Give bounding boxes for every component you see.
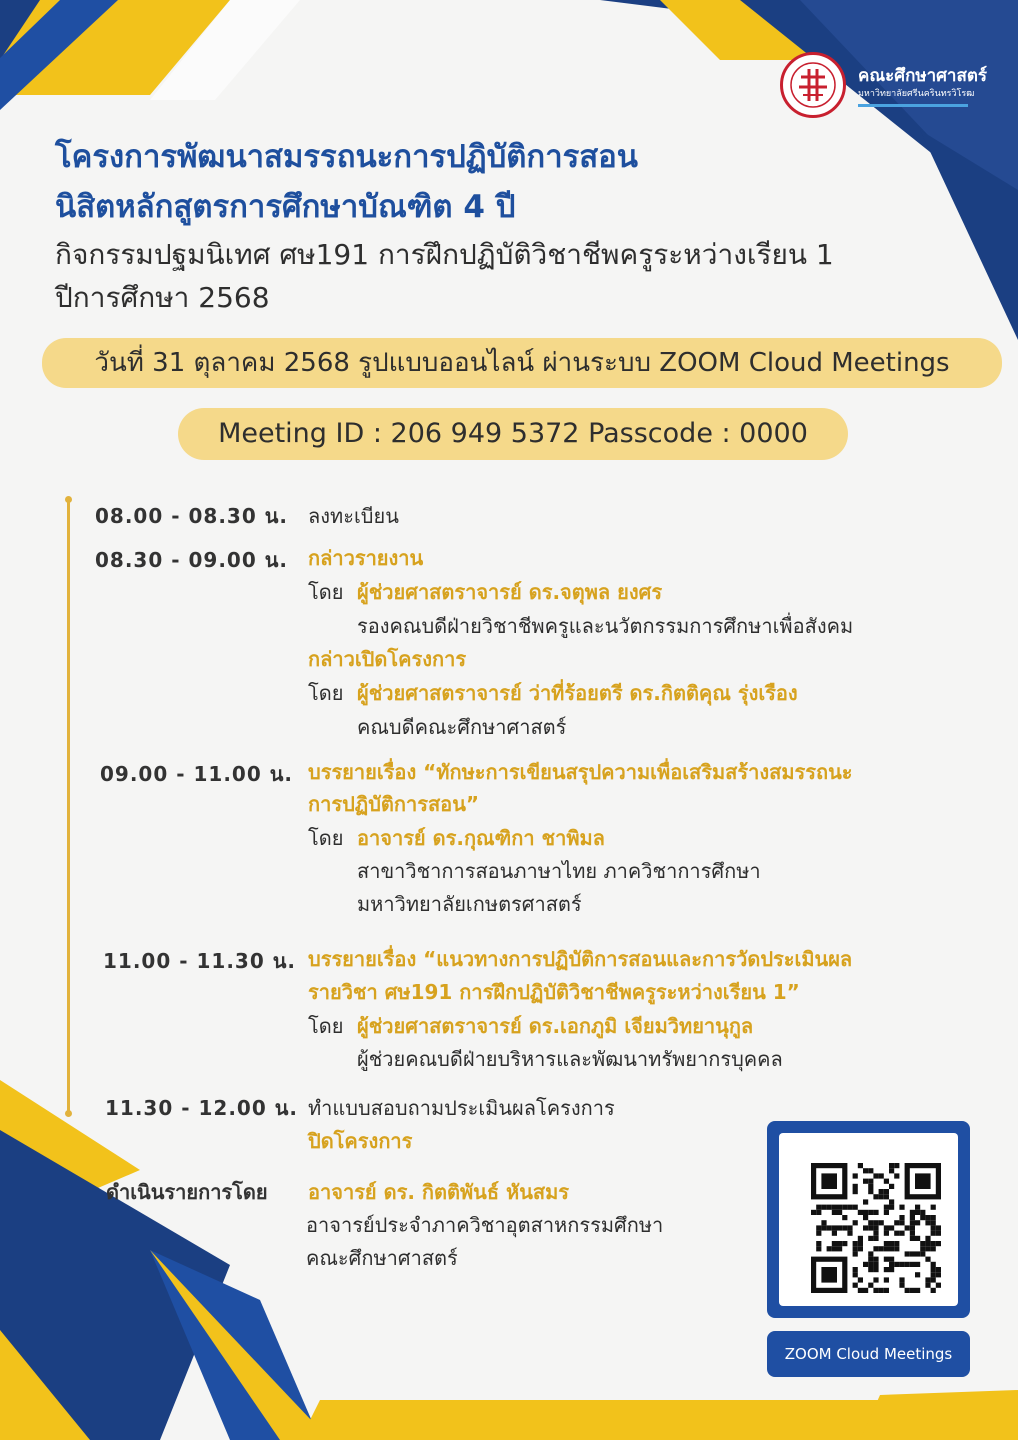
- subtitle-line-1: กิจกรรมปฐมนิเทศ ศษ191 การฝึกปฏิบัติวิชาชีพครูระหว่างเรียน 1: [55, 238, 834, 271]
- title-line-2: นิสิตหลักสูตรการศึกษาบัณฑิต 4 ปี: [55, 189, 516, 225]
- speaker-name: อาจารย์ ดร.กุณฑิกา ชาพิมล: [357, 826, 605, 850]
- speaker-role: รองคณบดีฝ่ายวิชาชีพครูและนวัตกรรมการศึกษาเพื่อสังคม: [357, 614, 854, 638]
- logo-underline: [858, 104, 968, 107]
- schedule-time-5: 11.30 - 12.00 น.: [105, 1096, 298, 1120]
- host-label: ดำเนินรายการโดย: [106, 1180, 268, 1204]
- speaker-name: ผู้ช่วยศาสตราจารย์ ว่าที่ร้อยตรี ดร.กิตติคุณ รุ่งเรือง: [357, 681, 798, 705]
- timeline-dot-top: [65, 496, 72, 503]
- speaker-role: ผู้ช่วยคณบดีฝ่ายบริหารและพัฒนาทรัพยากรบุคคล: [357, 1047, 783, 1071]
- lecture-topic-line-2: รายวิชา ศษ191 การฝึกปฏิบัติวิชาชีพครูระหว่างเรียน 1”: [308, 980, 800, 1004]
- speaker-name: ผู้ช่วยศาสตราจารย์ ดร.จตุพล ยงศร: [357, 580, 663, 604]
- qr-code-icon[interactable]: [779, 1133, 958, 1306]
- schedule-time-3: 09.00 - 11.00 น.: [100, 762, 293, 786]
- host-faculty: คณะศึกษาศาสตร์: [306, 1246, 458, 1270]
- schedule-text-1: ลงทะเบียน: [308, 504, 399, 528]
- title-line-1: โครงการพัฒนาสมรรถนะการปฏิบัติการสอน: [55, 139, 638, 175]
- schedule-time-2: 08.30 - 09.00 น.: [95, 548, 288, 572]
- schedule-heading-opening: กล่าวเปิดโครงการ: [308, 647, 467, 671]
- faculty-logo: [780, 52, 1000, 122]
- schedule-text-5: ทำแบบสอบถามประเมินผลโครงการ: [308, 1096, 615, 1120]
- speaker-role: สาขาวิชาการสอนภาษาไทย ภาควิชาการศึกษา: [357, 859, 761, 883]
- closing-label: ปิดโครงการ: [308, 1129, 413, 1153]
- lecture-topic-line-1: บรรยายเรื่อง “แนวทางการปฏิบัติการสอนและการวัดประเมินผล: [308, 947, 853, 971]
- timeline-line: [67, 499, 70, 1113]
- qr-code-card[interactable]: [767, 1121, 970, 1318]
- logo-university-name: มหาวิทยาลัยศรีนครินทรวิโรฒ: [858, 89, 975, 99]
- lecture-topic-line-2: การปฏิบัติการสอน”: [308, 792, 480, 816]
- by-label: โดย: [308, 681, 344, 705]
- meeting-id-pill: Meeting ID : 206 949 5372 Passcode : 0000: [178, 408, 848, 460]
- by-label: โดย: [308, 1014, 344, 1038]
- lecture-topic-line-1: บรรยายเรื่อง “ทักษะการเขียนสรุปความเพื่อเสริมสร้างสมรรถนะ: [308, 760, 853, 784]
- faculty-emblem-icon: [780, 52, 846, 118]
- subtitle-line-2: ปีการศึกษา 2568: [55, 281, 270, 314]
- host-role: อาจารย์ประจำภาควิชาอุตสาหกรรมศึกษา: [306, 1213, 664, 1237]
- host-name: อาจารย์ ดร. กิตติพันธ์ หันสมร: [308, 1180, 570, 1204]
- schedule-heading-report: กล่าวรายงาน: [308, 546, 424, 570]
- speaker-role: คณบดีคณะศึกษาศาสตร์: [357, 715, 567, 739]
- date-format-pill: วันที่ 31 ตุลาคม 2568 รูปแบบออนไลน์ ผ่านระบบ ZOOM Cloud Meetings: [42, 338, 1002, 388]
- logo-faculty-name: คณะศึกษาศาสตร์: [858, 66, 987, 86]
- speaker-name: ผู้ช่วยศาสตราจารย์ ดร.เอกภูมิ เจียมวิทยานุกูล: [357, 1014, 754, 1038]
- schedule-time-1: 08.00 - 08.30 น.: [95, 504, 288, 528]
- schedule-time-4: 11.00 - 11.30 น.: [103, 949, 296, 973]
- zoom-cloud-meetings-button[interactable]: ZOOM Cloud Meetings: [767, 1331, 970, 1377]
- timeline-dot-bottom: [65, 1110, 72, 1117]
- by-label: โดย: [308, 826, 344, 850]
- by-label: โดย: [308, 580, 344, 604]
- speaker-affiliation: มหาวิทยาลัยเกษตรศาสตร์: [357, 892, 582, 916]
